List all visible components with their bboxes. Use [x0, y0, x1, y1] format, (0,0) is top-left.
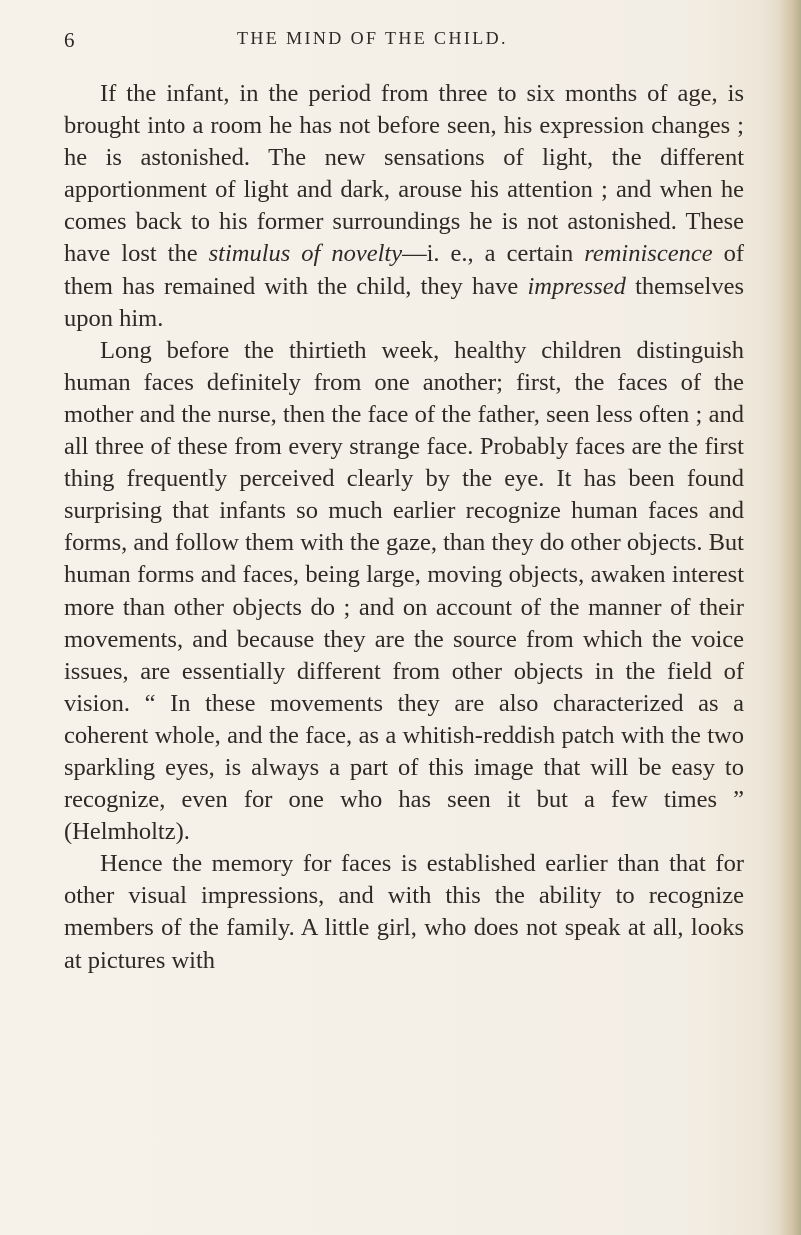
italic-phrase: stimulus of novelty	[208, 240, 403, 268]
italic-phrase: impressed	[527, 272, 626, 300]
page-edge-shadow	[779, 0, 801, 1235]
text-segment: If the infant, in the period from three to six months of age, is brought into a room he has not before seen, his expression changes ; he is astonished. The new sensations of light, the different apportionment of light and dark, arouse his attention ; and when he comes back to his former surroundings he is not astonished. These have lost the	[64, 80, 744, 268]
italic-phrase: reminiscence	[584, 240, 713, 268]
paragraph	[64, 78, 744, 335]
text-segment: themselves upon him.	[64, 272, 744, 332]
text-segment: —i. e., a certain	[402, 240, 585, 268]
paragraph	[64, 335, 744, 849]
page-number: 6	[64, 28, 76, 52]
text-segment: Hence the memory for faces is established earlier than that for other visual impressions, and with this the ability to recognize members of the family. A little girl, who does not speak at all, looks at pictures with	[64, 850, 744, 974]
text-segment: of them has remained with the child, they have	[64, 240, 744, 300]
paragraph	[64, 848, 744, 976]
running-head	[0, 28, 801, 58]
text-segment: Long before the thirtieth week, healthy children distinguish human faces definitely from one another; first, the faces of the mother and the nurse, then the face of the father, seen less often ; and all three of these from every strange face. Probably faces are the first thing frequently perceived clearly by the eye. It has been found surprising that infants so much earlier recognize human faces and forms, and follow them with the gaze, than they do other objects. But human forms and faces, being large, moving objects, awaken interest more than other objects do ; and on account of the manner of their movements, and because they are the source from which the voice issues, are essentially different from other objects in the field of vision. “ In these movements they are also characterized as a coherent whole, and the face, as a whitish-reddish patch with the two sparkling eyes, is always a part of this image that will be easy to recognize, even for one who has seen it but a few times ” (Helmholtz).	[64, 336, 744, 846]
body-text	[64, 78, 744, 977]
running-title: THE MIND OF THE CHILD.	[237, 28, 508, 48]
